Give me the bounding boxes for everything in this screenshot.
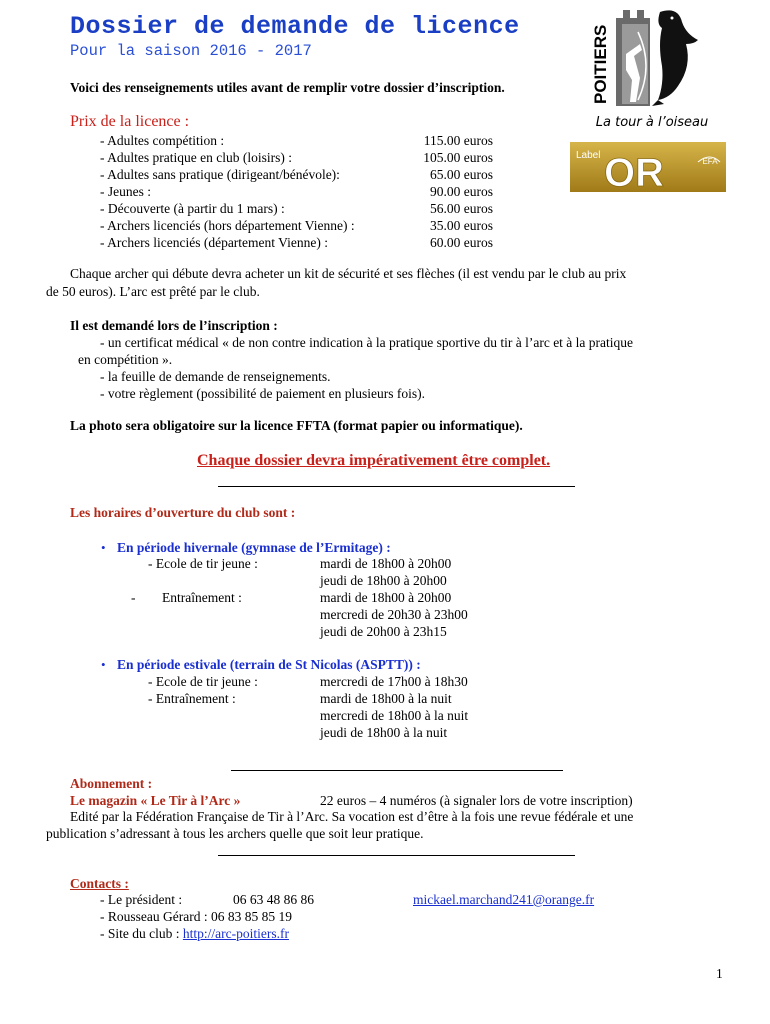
contacts-heading: Contacts : (70, 876, 129, 891)
divider (218, 486, 575, 487)
winter-row-label: - Ecole de tir jeune : (148, 556, 258, 571)
label-or-badge (570, 142, 726, 192)
hours-heading: Les horaires d’ouverture du club sont : (70, 505, 296, 520)
winter-row-label: Entraînement : (162, 590, 242, 605)
winter-time: mardi de 18h00 à 20h00 (320, 590, 452, 605)
logo-tagline: La tour à l’oiseau (595, 115, 709, 130)
summer-time: mercredi de 18h00 à la nuit (320, 708, 469, 723)
requirements-heading: Il est demandé lors de l’inscription : (70, 318, 278, 333)
svg-text:OR: OR (604, 151, 664, 192)
kit-line-1: Chaque archer qui débute devra acheter un kit de sécurité et ses flèches (il est vendu par le club au prix (70, 266, 627, 281)
prices-heading: Prix de la licence : (70, 113, 190, 130)
president-email-link[interactable]: mickael.marchand241@orange.fr (413, 892, 595, 907)
bullet-icon: • (101, 540, 106, 555)
summer-time: mardi de 18h00 à la nuit (320, 691, 452, 706)
price-row: - Adultes pratique en club (loisirs) : 105.00 euros (100, 150, 493, 165)
price-row: - Adultes compétition : 115.00 euros (100, 133, 493, 148)
page-number: 1 (716, 966, 723, 981)
rousseau-contact: - Rousseau Gérard : 06 83 85 85 19 (100, 909, 292, 924)
price-row: - Archers licenciés (hors département Vienne) : 35.00 euros (100, 218, 493, 233)
price-row: - Adultes sans pratique (dirigeant/bénévole): 65.00 euros (100, 167, 493, 182)
svg-text:EFA: EFA (702, 157, 718, 166)
divider (231, 770, 563, 771)
magazine-price: 22 euros – 4 numéros (à signaler lors de votre inscription) (320, 793, 633, 808)
page-title: Dossier de demande de licence (70, 12, 520, 41)
winter-row-dash: - (131, 590, 136, 605)
winter-time: jeudi de 18h00 à 20h00 (320, 573, 447, 588)
site-link[interactable]: http://arc-poitiers.fr (182, 926, 289, 941)
magazine-title: Le magazin « Le Tir à l’Arc » (70, 793, 241, 808)
page-subtitle: Pour la saison 2016 - 2017 (70, 42, 312, 60)
winter-time: jeudi de 20h00 à 23h15 (320, 624, 447, 639)
subscription-heading: Abonnement : (70, 776, 153, 791)
bullet-icon: • (101, 657, 106, 672)
photo-note: La photo sera obligatoire sur la licence FFTA (format papier ou informatique). (70, 418, 523, 433)
price-row: - Jeunes : 90.00 euros (100, 184, 493, 199)
kit-line-2: de 50 euros). L’arc est prêté par le club. (46, 284, 260, 299)
svg-text:Label: Label (576, 150, 601, 161)
summer-time: mercredi de 17h00 à 18h30 (320, 674, 468, 689)
intro-text: Voici des renseignements utiles avant de remplir votre dossier d’inscription. (70, 80, 505, 95)
site-label: - Site du club : http://arc-poitiers.fr (100, 926, 289, 941)
requirement-item: en compétition ». (78, 352, 173, 367)
requirement-item: - la feuille de demande de renseignements. (100, 369, 331, 384)
club-logo (582, 4, 722, 132)
magazine-desc-2: publication s’adressant à tous les archers quelle que soit leur pratique. (46, 826, 424, 841)
president-label: - Le président : (100, 892, 183, 907)
winter-time: mercredi de 20h30 à 23h00 (320, 607, 468, 622)
winter-time: mardi de 18h00 à 20h00 (320, 556, 452, 571)
complete-note: Chaque dossier devra impérativement être complet. (197, 452, 551, 469)
summer-title: En période estivale (terrain de St Nicolas (ASPTT)) : (117, 657, 421, 672)
summer-row-label: - Ecole de tir jeune : (148, 674, 258, 689)
president-phone: 06 63 48 86 86 (233, 892, 314, 907)
requirement-item: - votre règlement (possibilité de paiement en plusieurs fois). (100, 386, 426, 401)
requirement-item: - un certificat médical « de non contre indication à la pratique sportive du tir à l’arc et à la pratique (100, 335, 634, 350)
winter-title: En période hivernale (gymnase de l’Ermitage) : (117, 540, 391, 555)
svg-text:POITIERS: POITIERS (591, 24, 610, 104)
magazine-desc-1: Edité par la Fédération Française de Tir à l’Arc. Sa vocation est d’être à la fois une revue fédérale et une (70, 809, 634, 824)
price-row: - Archers licenciés (département Vienne) : 60.00 euros (100, 235, 493, 250)
divider (218, 855, 575, 856)
summer-time: jeudi de 18h00 à la nuit (320, 725, 448, 740)
price-row: - Découverte (à partir du 1 mars) : 56.00 euros (100, 201, 493, 216)
summer-row-label: - Entraînement : (148, 691, 236, 706)
